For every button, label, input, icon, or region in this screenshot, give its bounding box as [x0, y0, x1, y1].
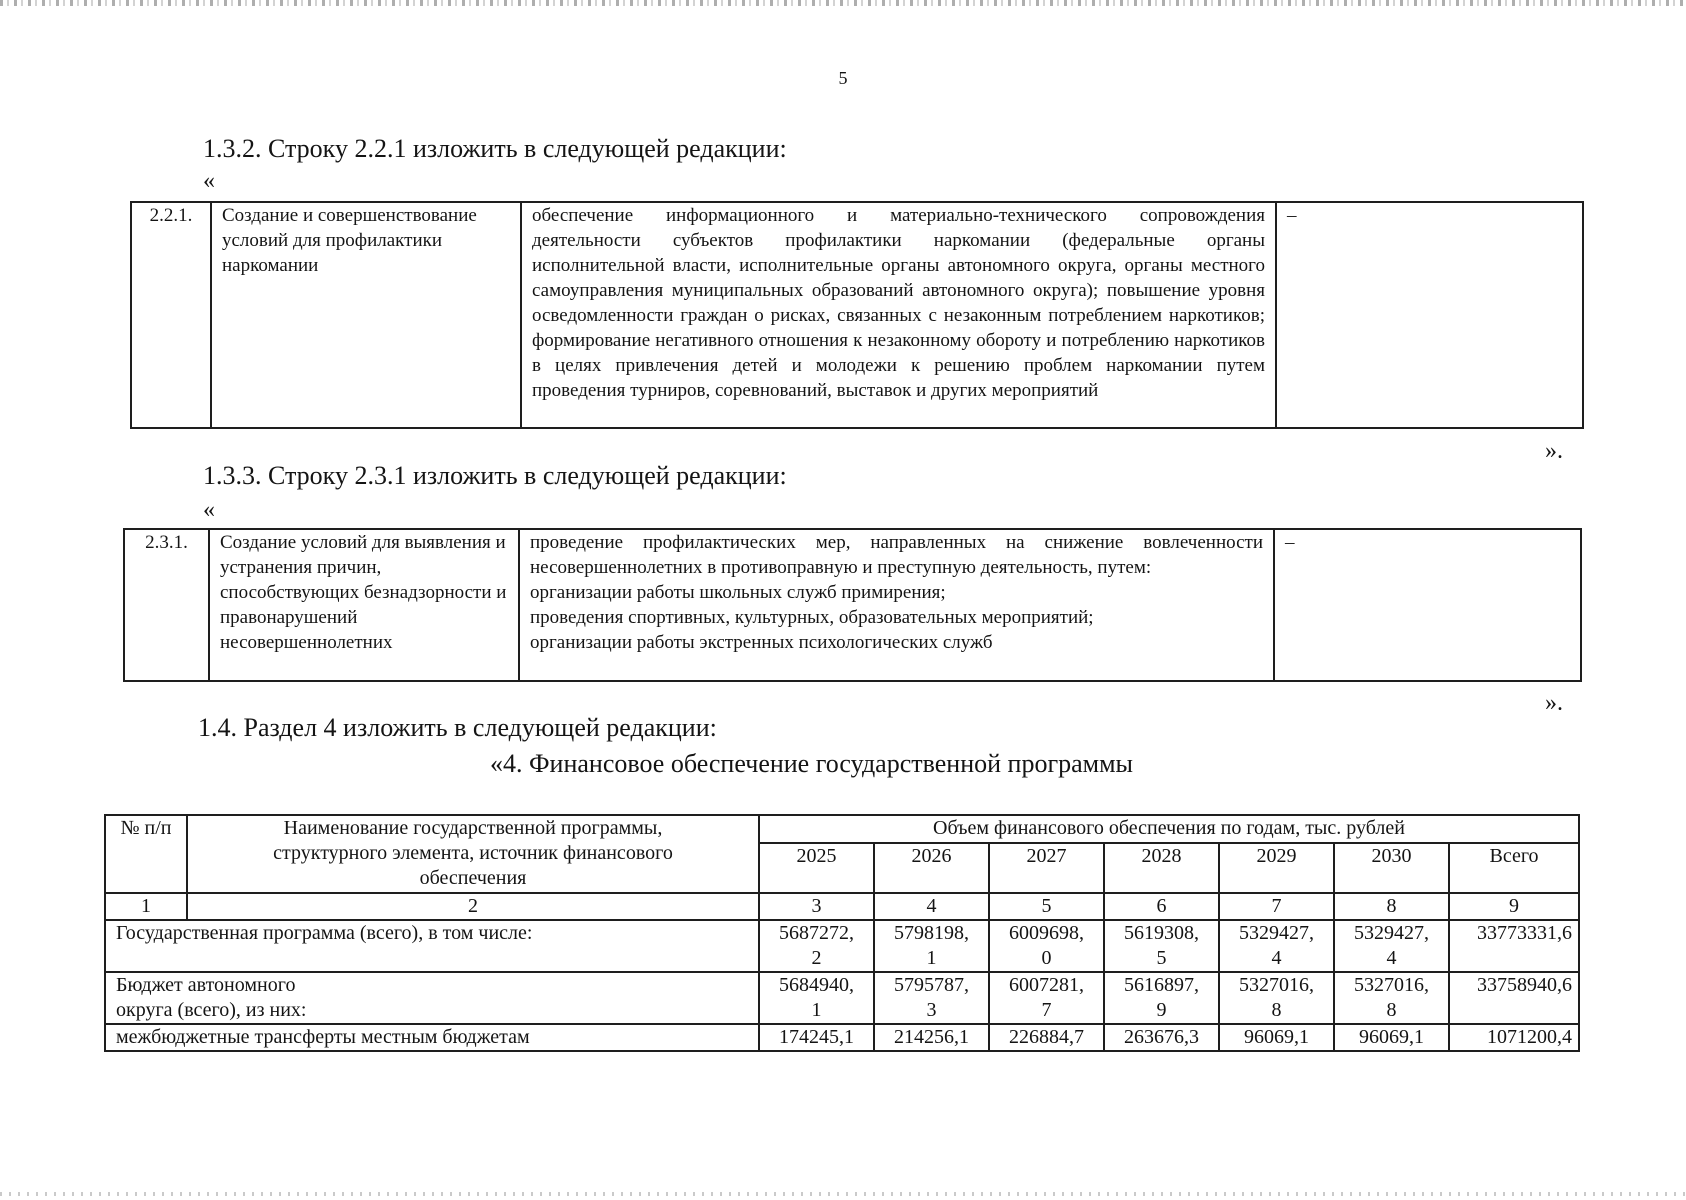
- row-description: [519, 529, 1274, 681]
- total-cell: 33758940,6: [1449, 972, 1579, 1024]
- value-line: 1: [926, 947, 937, 969]
- value-line: 3: [926, 999, 937, 1021]
- value-line: 4: [1386, 947, 1397, 969]
- heading-1-4: 1.4. Раздел 4 изложить в следующей редакции:: [198, 713, 717, 742]
- col-header-group: Объем финансового обеспечения по годам, тыс. рублей: [759, 815, 1579, 843]
- page-number: 5: [838, 68, 848, 88]
- value-cell: [1219, 972, 1334, 1024]
- value-line: 6007281,: [1009, 974, 1084, 996]
- value-cell: 263676,3: [1104, 1024, 1219, 1051]
- row-extra: –: [1274, 529, 1581, 681]
- description-item: проведения спортивных, культурных, образовательных мероприятий;: [530, 607, 1094, 628]
- section-subheading: «4. Финансовое обеспечение государственной программы: [490, 749, 1134, 778]
- index-cell: 3: [759, 893, 874, 920]
- index-cell: 5: [989, 893, 1104, 920]
- value-line: 5327016,: [1239, 974, 1314, 996]
- scan-edge-bottom: [0, 1192, 1686, 1196]
- value-cell: [759, 920, 874, 972]
- value-line: 5329427,: [1239, 922, 1314, 944]
- value-cell: [1104, 920, 1219, 972]
- value-line: 7: [1041, 999, 1052, 1021]
- row-number: 2.2.1.: [131, 202, 211, 428]
- col-header-total: Всего: [1449, 843, 1579, 893]
- value-line: 5619308,: [1124, 922, 1199, 944]
- value-line: 5798198,: [894, 922, 969, 944]
- heading-1-3-3: 1.3.3. Строку 2.3.1 изложить в следующей редакции:: [203, 461, 787, 490]
- row-label: Бюджет автономного округа (всего), из них:: [105, 972, 759, 1024]
- description-item: организации работы экстренных психологических служб: [530, 632, 993, 653]
- total-cell: 1071200,4: [1449, 1024, 1579, 1051]
- value-cell: 226884,7: [989, 1024, 1104, 1051]
- index-cell: 7: [1219, 893, 1334, 920]
- row-description: обеспечение информационного и материально-технического сопровождения деятельности субъектов профилактики наркомании (федеральные органы исполнительной власти, исполнительные органы автономного округа, органы местного самоуправления муниципальных образований автономного округа); повышение уровня осведомленности граждан о рисках, связанных с незаконным потреблением наркотиков; формирование негативного отношения к незаконному обороту и потреблению наркотиков в целях привлечения детей и молодежи к решению проблем наркомании путем проведения турниров, соревнований, выставок и других мероприятий: [521, 202, 1276, 428]
- value-line: 5684940,: [779, 974, 854, 996]
- col-header-year: 2028: [1104, 843, 1219, 893]
- value-cell: [759, 972, 874, 1024]
- value-cell: 174245,1: [759, 1024, 874, 1051]
- quote-close-1: ».: [1545, 438, 1563, 464]
- total-cell: 33773331,6: [1449, 920, 1579, 972]
- heading-1-3-2: 1.3.2. Строку 2.2.1 изложить в следующей редакции:: [203, 134, 787, 163]
- scan-edge-top: [0, 0, 1686, 6]
- row-name: Создание и совершенствование условий для профилактики наркомании: [211, 202, 521, 428]
- value-line: 8: [1386, 999, 1397, 1021]
- value-line: 9: [1156, 999, 1167, 1021]
- value-cell: 214256,1: [874, 1024, 989, 1051]
- row-extra: –: [1276, 202, 1583, 428]
- table-row: [124, 529, 1581, 681]
- row-label: Государственная программа (всего), в том числе:: [105, 920, 759, 972]
- col-header-year: 2030: [1334, 843, 1449, 893]
- description-lead: проведение профилактических мер, направленных на снижение вовлеченности несовершеннолетних в противоправную и преступную деятельность, путем:: [530, 532, 1263, 578]
- quote-open-2: «: [203, 497, 215, 523]
- col-header-name: Наименование государственной программы, структурного элемента, источник финансового обеспечения: [187, 815, 759, 893]
- description-item: организации работы школьных служб примирения;: [530, 582, 946, 603]
- header-row: [105, 815, 1579, 843]
- index-cell: 2: [187, 893, 759, 920]
- value-cell: [874, 972, 989, 1024]
- value-line: 5327016,: [1354, 974, 1429, 996]
- row-label: межбюджетные трансферты местным бюджетам: [105, 1024, 759, 1051]
- value-cell: [989, 920, 1104, 972]
- amendment-table-2-3-1: [123, 528, 1582, 682]
- index-row: [105, 893, 1579, 920]
- index-cell: 1: [105, 893, 187, 920]
- value-line: 5329427,: [1354, 922, 1429, 944]
- value-cell: [874, 920, 989, 972]
- value-line: 6009698,: [1009, 922, 1084, 944]
- table-row: [105, 972, 1579, 1024]
- value-line: 5: [1156, 947, 1167, 969]
- value-line: 5795787,: [894, 974, 969, 996]
- row-name: Создание условий для выявления и устранения причин, способствующих безнадзорности и правонарушений несовершеннолетних: [209, 529, 519, 681]
- value-cell: 96069,1: [1334, 1024, 1449, 1051]
- value-line: 5687272,: [779, 922, 854, 944]
- index-cell: 6: [1104, 893, 1219, 920]
- index-cell: 9: [1449, 893, 1579, 920]
- finance-table: [104, 814, 1580, 1052]
- value-line: 2: [811, 947, 822, 969]
- quote-open-1: «: [203, 168, 215, 194]
- amendment-table-2-2-1: [130, 201, 1584, 429]
- table-row: [105, 920, 1579, 972]
- value-cell: [1334, 972, 1449, 1024]
- value-line: 0: [1041, 947, 1052, 969]
- col-header-year: 2026: [874, 843, 989, 893]
- value-cell: [1219, 920, 1334, 972]
- value-cell: [1334, 920, 1449, 972]
- value-cell: 96069,1: [1219, 1024, 1334, 1051]
- quote-close-2: ».: [1545, 690, 1563, 716]
- value-cell: [989, 972, 1104, 1024]
- index-cell: 4: [874, 893, 989, 920]
- value-line: 4: [1271, 947, 1282, 969]
- index-cell: 8: [1334, 893, 1449, 920]
- table-row: [131, 202, 1583, 428]
- col-header-number: № п/п: [105, 815, 187, 893]
- col-header-year: 2027: [989, 843, 1104, 893]
- value-cell: [1104, 972, 1219, 1024]
- table-row: [105, 1024, 1579, 1051]
- value-line: 8: [1271, 999, 1282, 1021]
- row-number: 2.3.1.: [124, 529, 209, 681]
- col-header-year: 2029: [1219, 843, 1334, 893]
- col-header-year: 2025: [759, 843, 874, 893]
- value-line: 1: [811, 999, 822, 1021]
- value-line: 5616897,: [1124, 974, 1199, 996]
